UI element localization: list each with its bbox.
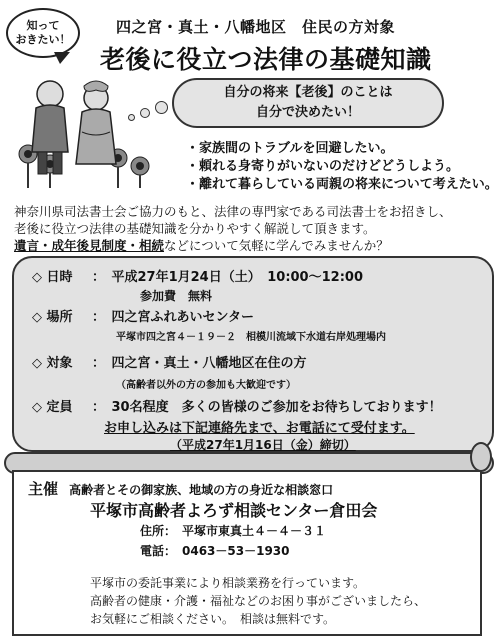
cloud-line-2: 自分で決めたい！ [255, 105, 360, 120]
place-value: ： 四之宮ふれあいセンター [92, 310, 254, 325]
capacity-label: ◇ 定員 [32, 400, 73, 415]
bubble-line-2: おきたい！ [15, 33, 71, 46]
capacity-row [32, 396, 442, 415]
datetime-row [32, 266, 363, 285]
target-note: （高齢者以外の方の参加も大歓迎です） [116, 380, 296, 391]
target-label: ◇ 対象 [32, 356, 73, 371]
host-desc: 高齢者とその御家族、地域の方の身近な相談窓口 [69, 483, 334, 497]
host-header [28, 478, 333, 499]
intro-line-3-rest: などについて気軽に学んでみませんか？ [164, 238, 389, 253]
address-text: 平塚市四之宮４－１９－２ 相模川流域下水道右岸処理場内 [116, 332, 386, 343]
intro-line-1: 神奈川県司法書士会ご協力のもと、法律の専門家である司法書士をお招きし、 [14, 204, 452, 219]
list-item: ・離れて暮らしている両親の将来について考えたい。 [186, 177, 498, 192]
target-value: ： 四之宮・真土・八幡地区在住の方 [92, 356, 307, 371]
host-label: 主催 [28, 480, 59, 498]
elderly-couple-illustration [10, 72, 160, 190]
page-title: 老後に役立つ法律の基礎知識 [100, 45, 432, 74]
place-label: ◇ 場所 [32, 310, 73, 325]
datetime-label: ◇ 日時 [32, 270, 73, 285]
intro-paragraph [14, 203, 494, 254]
bubble-tail [54, 52, 70, 64]
fee-text: 参加費 無料 [140, 289, 213, 303]
apply-text: お申し込みは下記連絡先まで、お電話にて受付ます。 [104, 421, 415, 436]
subtitle: 四之宮・真土・八幡地区 住民の方対象 [116, 18, 396, 36]
host-note-2: 高齢者の健康・介護・福祉などのお困り事がございましたら、 [90, 594, 427, 608]
intro-highlight: 遺言・成年後見制度・相続 [14, 238, 165, 253]
intro-line-2: 老後に役立つ法律の基礎知識を分かりやすく解説して頂きます。 [14, 221, 376, 236]
scroll-curl [470, 442, 492, 472]
center-name: 平塚市高齢者よろず相談センター倉田会 [90, 501, 378, 520]
cloud-line-1: 自分の将来【老後】のことは [223, 85, 393, 100]
host-note-3: お気軽にご相談ください。 相談は無料です。 [90, 612, 336, 626]
center-phone: 電話： 0463－53－1930 [140, 544, 290, 558]
capacity-value: ： 30名程度 多くの皆様のご参加をお待ちしております！ [92, 400, 442, 415]
thought-cloud [172, 78, 444, 128]
target-row [32, 352, 307, 371]
deadline-text: （平成27年1月16日（金）締切） [170, 438, 356, 452]
concern-list [186, 140, 498, 194]
place-row [32, 306, 254, 325]
host-note-1: 平塚市の委託事業により相談業務を行っています。 [90, 576, 366, 590]
bubble-line-1: 知って [26, 19, 60, 32]
center-address: 住所： 平塚市東真土４－４－３１ [140, 524, 327, 538]
intro-line-3 [14, 237, 494, 254]
list-item: ・頼れる身寄りがいないのだけどどうしよう。 [186, 159, 460, 174]
speech-bubble [6, 8, 80, 58]
thought-dot [128, 114, 135, 121]
thought-dot [140, 108, 150, 118]
list-item: ・家族間のトラブルを回避したい。 [186, 141, 394, 156]
datetime-value: ： 平成27年1月24日（土） 10:00～12:00 [92, 270, 363, 285]
thought-dot [155, 101, 168, 114]
